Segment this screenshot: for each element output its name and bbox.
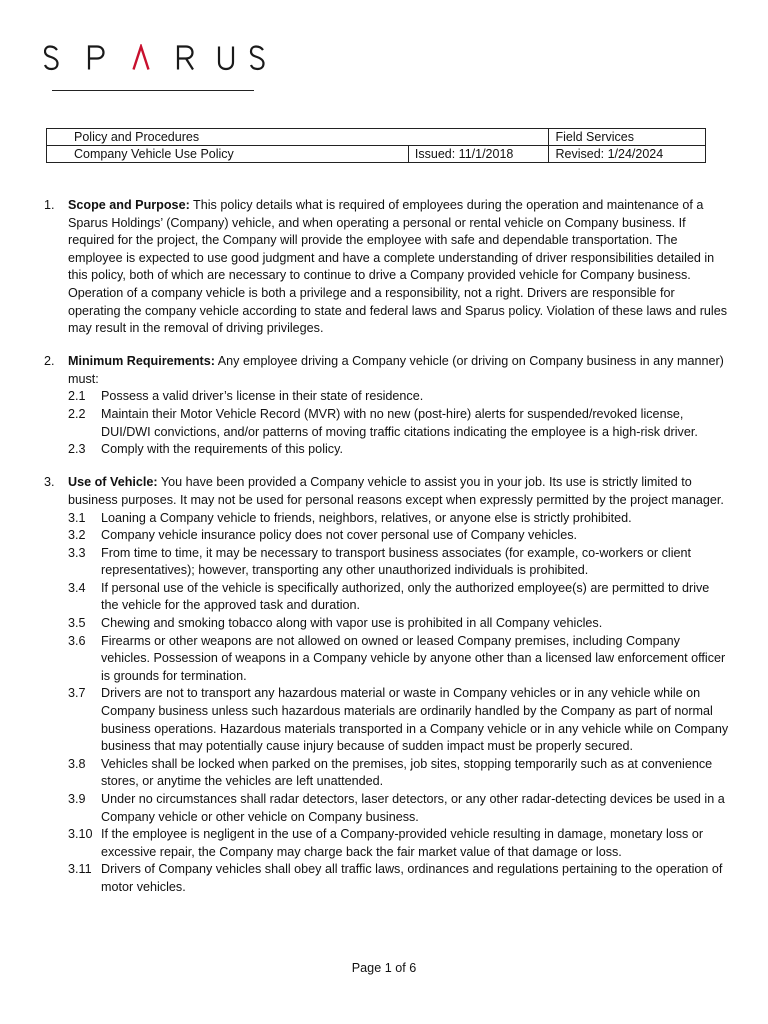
item-number: 3.2 [68, 528, 86, 543]
item-text: If the employee is negligent in the use of a Company-provided vehicle resulting in damage, monetary loss or excessive repair, the Company may charge back the fair market value of that damage or loss. [101, 827, 704, 859]
item-text: Under no circumstances shall radar detectors, laser detectors, or any other radar-detecting devices be used in a Company vehicle or other vehicle on Company business. [101, 792, 725, 824]
list-item [68, 826, 729, 861]
section-number: 3. [44, 475, 55, 490]
item-text: Company vehicle insurance policy does not cover personal use of Company vehicles. [101, 528, 578, 543]
logo-underline [52, 90, 254, 91]
item-number: 3.10 [68, 827, 93, 842]
list-item [68, 406, 729, 441]
item-text: Maintain their Motor Vehicle Record (MVR) with no new (post-hire) alerts for suspended/revoked license, DUI/DWI convictions, and/or patterns of moving traffic citations indicating the employee is a high-risk driver. [101, 407, 698, 439]
item-number: 3.6 [68, 633, 86, 648]
list-item [68, 388, 729, 406]
list-item [68, 633, 729, 686]
revised-date: Revised: 1/24/2024 [549, 146, 706, 163]
item-number: 3.3 [68, 545, 86, 560]
item-text: Drivers of Company vehicles shall obey all traffic laws, ordinances and regulations pertaining to the operation of motor vehicles. [101, 862, 723, 894]
list-item [68, 791, 729, 826]
policy-title: Company Vehicle Use Policy [47, 146, 409, 163]
page-number: Page 1 of 6 [351, 961, 417, 975]
list-item [68, 615, 729, 633]
issued-date: Issued: 11/1/2018 [408, 146, 549, 163]
list-item [68, 527, 729, 545]
list-item [68, 441, 729, 459]
list-item [68, 756, 729, 791]
section-number: 2. [44, 354, 55, 369]
policy-header-table [46, 128, 706, 163]
header-row-1 [47, 129, 706, 146]
item-text: Drivers are not to transport any hazardous material or waste in Company vehicles or in any vehicle while on Company business unless such hazardous materials are ordinarily handled by the Company as part of normal business operations. Hazardous materials transported in a Company vehicle or in any vehicle while on Company business that may potentially cause injury because of sudden impact must be properly secured. [101, 686, 729, 754]
item-text: Possess a valid driver’s license in their state of residence. [101, 389, 424, 404]
item-number: 3.8 [68, 756, 86, 771]
item-text: From time to time, it may be necessary to transport business associates (for example, co-workers or client representatives); however, transporting any other unauthorized individuals is prohibited. [101, 545, 692, 578]
list-item [68, 861, 729, 896]
section-heading: Scope and Purpose: [68, 198, 190, 212]
document-category: Policy and Procedures [47, 129, 549, 146]
section-use-of-vehicle [44, 474, 729, 896]
sparus-logo [44, 44, 266, 78]
item-text: Comply with the requirements of this policy. [101, 442, 343, 457]
section-scope [44, 197, 729, 338]
section-text: This policy details what is required of employees during the operation and maintenance of a Sparus Holdings’ (Company) vehicle, and when operating a personal or rental vehicle on Company business. If required for the project, the Company will provide the employee with safe and dependable transportation. The employee is expected to use good judgment and have a complete understanding of driver responsibilities detailed in this policy, both of which are necessary to continue to drive a Company provided vehicle for Company business. Operation of a company vehicle is both a privilege and a responsibility, not a right. Drivers are responsible for operating the company vehicle according to state and federal laws and Sparus policy. Violation of these laws and rules may result in the removal of driving privileges. [68, 198, 728, 336]
section-text: Any employee driving a Company vehicle (or driving on Company business in any manner) must: [68, 354, 724, 386]
item-number: 3.9 [68, 792, 86, 806]
policy-body [44, 197, 729, 912]
item-text: Loaning a Company vehicle to friends, neighbors, relatives, or anyone else is strictly prohibited. [101, 510, 632, 525]
item-number: 2.2 [68, 407, 86, 422]
item-number: 3.4 [68, 580, 86, 595]
list-item [68, 545, 729, 580]
item-number: 3.7 [68, 686, 86, 701]
header-row-2 [47, 146, 706, 163]
list-item [68, 510, 729, 528]
item-text: If personal use of the vehicle is specifically authorized, only the authorized employee(s) are permitted to drive the vehicle for the approved task and duration. [101, 580, 710, 613]
section-text: You have been provided a Company vehicle to assist you in your job. Its use is strictly limited to business purposes. It may not be used for personal reasons except when expressly permitted by the project manager. [68, 475, 724, 507]
item-number: 2.3 [68, 442, 86, 457]
section-heading: Minimum Requirements: [68, 354, 215, 369]
section-heading: Use of Vehicle: [68, 475, 158, 490]
item-number: 3.11 [68, 862, 92, 877]
item-text: Chewing and smoking tobacco along with vapor use is prohibited in all Company vehicles. [101, 616, 603, 631]
item-text: Vehicles shall be locked when parked on the premises, job sites, stopping temporarily such as at convenience stores, or anytime the vehicles are left unattended. [101, 756, 713, 789]
item-number: 3.5 [68, 616, 86, 631]
item-number: 3.1 [68, 510, 86, 525]
list-item [68, 580, 729, 615]
department: Field Services [549, 129, 706, 146]
item-number: 2.1 [68, 389, 86, 404]
section-number: 1. [44, 198, 55, 212]
section-minimum-requirements [44, 353, 729, 459]
item-text: Firearms or other weapons are not allowed on owned or leased Company premises, including Company vehicles. Possession of weapons in a Company vehicle by anyone other than a licensed law enforcement officer is grounds for termination. [101, 633, 726, 683]
list-item [68, 685, 729, 755]
